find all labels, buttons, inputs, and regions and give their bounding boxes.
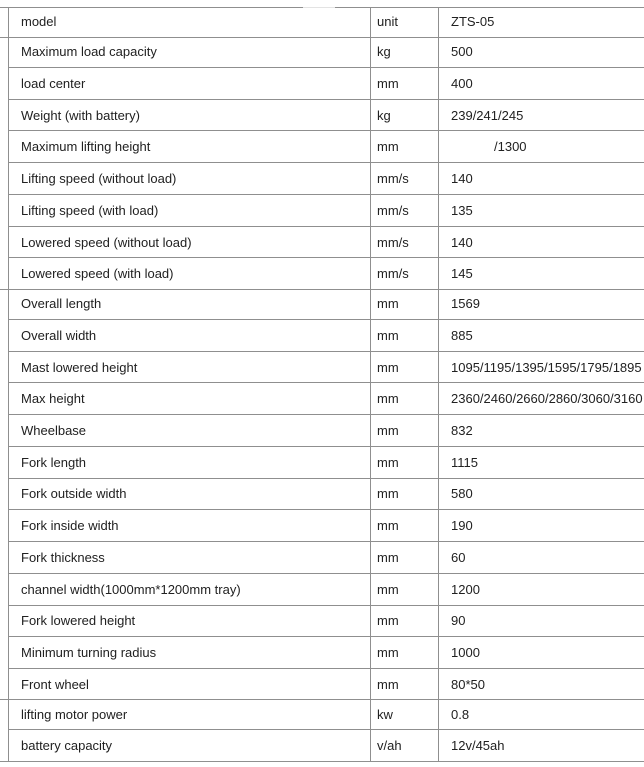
spec-unit-cell: kg	[371, 37, 439, 68]
spec-unit-cell: mm	[371, 68, 439, 100]
spec-unit-cell: mm	[371, 573, 439, 605]
spec-label-cell: Lifting speed (with load)	[9, 194, 371, 226]
spec-value-cell: 400	[439, 68, 644, 100]
spec-label-cell: load center	[9, 68, 371, 100]
spec-row	[9, 542, 644, 574]
spec-unit-cell: mm	[371, 446, 439, 478]
spec-row	[9, 163, 644, 195]
spec-row	[9, 131, 644, 163]
spec-label-cell: lifting motor power	[9, 699, 371, 730]
spec-label-cell: Fork lowered height	[9, 605, 371, 637]
spec-label-cell: Max height	[9, 383, 371, 415]
spec-row	[9, 68, 644, 100]
spec-row	[9, 699, 644, 730]
spec-unit-cell: mm	[371, 319, 439, 351]
spec-value-cell: 90	[439, 605, 644, 637]
spec-label-cell: Mast lowered height	[9, 351, 371, 383]
spec-value-cell: 1115	[439, 446, 644, 478]
top-border-gap-artifact	[303, 7, 335, 8]
spec-row	[9, 99, 644, 131]
spec-row	[9, 351, 644, 383]
spec-value-cell: 145	[439, 258, 644, 289]
spec-value-cell: /1300	[439, 131, 644, 163]
spec-unit-cell: mm/s	[371, 226, 439, 258]
spec-unit-cell: mm	[371, 637, 439, 669]
spec-unit-cell: mm	[371, 289, 439, 320]
spec-unit-cell: mm	[371, 668, 439, 699]
spec-value-cell: 140	[439, 163, 644, 195]
spec-unit-cell: mm	[371, 542, 439, 574]
spec-row	[9, 319, 644, 351]
spec-unit-cell: kg	[371, 99, 439, 131]
spec-value-cell: 12v/45ah	[439, 730, 644, 761]
table-bottom-border	[0, 761, 644, 762]
spec-row	[9, 605, 644, 637]
spec-label-cell: Fork outside width	[9, 478, 371, 510]
spec-label-cell: Weight (with battery)	[9, 99, 371, 131]
spec-label-cell: Fork inside width	[9, 510, 371, 542]
spec-value-cell: 1200	[439, 573, 644, 605]
spec-value-cell: 885	[439, 319, 644, 351]
spec-label-cell: Overall length	[9, 289, 371, 320]
spec-unit-cell: mm	[371, 131, 439, 163]
spec-value-cell: 135	[439, 194, 644, 226]
spec-unit-cell: mm/s	[371, 194, 439, 226]
spec-row	[9, 194, 644, 226]
spec-label-cell: Lowered speed (without load)	[9, 226, 371, 258]
spec-row	[9, 510, 644, 542]
spec-value-cell: 0.8	[439, 699, 644, 730]
spec-value-cell: 1569	[439, 289, 644, 320]
spec-label-cell: Maximum load capacity	[9, 37, 371, 68]
spec-row	[9, 637, 644, 669]
spec-value-cell: 832	[439, 415, 644, 447]
spec-label-cell: Maximum lifting height	[9, 131, 371, 163]
specification-table	[8, 7, 644, 761]
spec-unit-cell: v/ah	[371, 730, 439, 761]
spec-label-cell: channel width(1000mm*1200mm tray)	[9, 573, 371, 605]
spec-value-cell: ZTS-05	[439, 7, 644, 37]
spec-value-cell: 1095/1195/1395/1595/1795/1895	[439, 351, 644, 383]
spec-value-cell: 239/241/245	[439, 99, 644, 131]
spec-label-cell: Fork length	[9, 446, 371, 478]
spec-label-cell: battery capacity	[9, 730, 371, 761]
spec-unit-cell: mm/s	[371, 258, 439, 289]
spec-label-cell: Minimum turning radius	[9, 637, 371, 669]
spec-value-cell: 500	[439, 37, 644, 68]
spec-unit-cell: unit	[371, 7, 439, 37]
spec-value-cell: 2360/2460/2660/2860/3060/3160	[439, 383, 644, 415]
spec-unit-cell: mm	[371, 351, 439, 383]
spec-row	[9, 573, 644, 605]
spec-label-cell: Overall width	[9, 319, 371, 351]
spec-label-cell: Fork thickness	[9, 542, 371, 574]
spec-label-cell: Wheelbase	[9, 415, 371, 447]
spec-value-cell: 580	[439, 478, 644, 510]
spec-label-cell: Lowered speed (with load)	[9, 258, 371, 289]
spec-row	[9, 446, 644, 478]
group-divider	[0, 37, 644, 38]
spec-row	[9, 730, 644, 761]
spec-unit-cell: kw	[371, 699, 439, 730]
spec-label-cell: Front wheel	[9, 668, 371, 699]
spec-unit-cell: mm	[371, 605, 439, 637]
spec-unit-cell: mm	[371, 478, 439, 510]
group-divider	[0, 699, 644, 700]
spec-value-cell: 80*50	[439, 668, 644, 699]
spec-unit-cell: mm	[371, 415, 439, 447]
spec-value-cell: 190	[439, 510, 644, 542]
spec-row	[9, 7, 644, 37]
spec-row	[9, 37, 644, 68]
spec-row	[9, 289, 644, 320]
spec-row	[9, 415, 644, 447]
spec-label-cell: model	[9, 7, 371, 37]
spec-value-cell: 1000	[439, 637, 644, 669]
spec-row	[9, 383, 644, 415]
spec-row	[9, 226, 644, 258]
group-divider	[0, 289, 644, 290]
spec-row	[9, 478, 644, 510]
spec-label-cell: Lifting speed (without load)	[9, 163, 371, 195]
spec-value-cell: 140	[439, 226, 644, 258]
spec-unit-cell: mm/s	[371, 163, 439, 195]
spec-value-cell: 60	[439, 542, 644, 574]
spec-unit-cell: mm	[371, 510, 439, 542]
spec-row	[9, 668, 644, 699]
spec-unit-cell: mm	[371, 383, 439, 415]
spec-row	[9, 258, 644, 289]
